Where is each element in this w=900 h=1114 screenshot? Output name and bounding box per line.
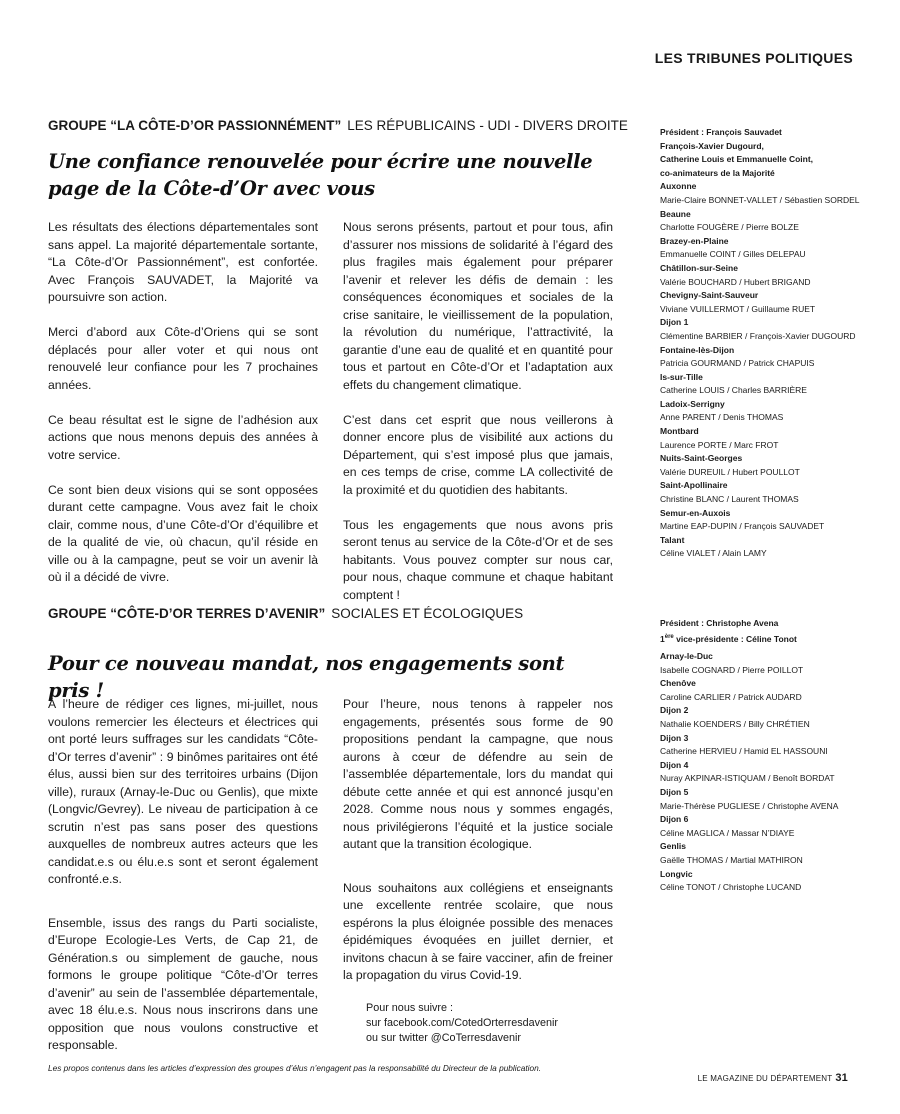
vp-ordinal: ère	[664, 633, 674, 640]
canton-members: Catherine LOUIS / Charles BARRIÈRE	[660, 385, 807, 396]
canton-name: Dijon 6	[660, 814, 689, 825]
group1-name: GROUPE “LA CÔTE-D’OR PASSIONNÉMENT”	[48, 118, 342, 133]
group1-coanimator: Catherine Louis et Emmanuelle Coint,	[660, 154, 814, 165]
paragraph: Ensemble, issus des rangs du Parti socialiste, d’Europe Ecologie-Les Verts, de Cap 21, de Génération.s ou simplement de gauche, nous formons le groupe politique “Côte-d’Or terres d’avenir” au sein de l’assemblée départementale, avec 18 élu.e.s. Nous nous inscrirons dans une opposition que nous voulons constructive et responsable.	[48, 915, 318, 1052]
canton-name: Is-sur-Tille	[660, 371, 703, 382]
canton-members: Patricia GOURMAND / Patrick CHAPUIS	[660, 358, 815, 369]
canton-name: Montbard	[660, 426, 699, 437]
group1-members-list	[660, 126, 860, 561]
canton-name: Dijon 1	[660, 317, 689, 328]
magazine-name: LE MAGAZINE DU DÉPARTEMENT	[697, 1074, 833, 1083]
group1-column-right	[343, 219, 613, 604]
canton-name: Dijon 4	[660, 759, 689, 770]
canton-name: Dijon 3	[660, 732, 689, 743]
canton-name: Brazey-en-Plaine	[660, 235, 729, 246]
canton-name: Auxonne	[660, 181, 697, 192]
group2-headline: Pour ce nouveau mandat, nos engagements sont pris !	[48, 652, 565, 702]
canton-members: Viviane VUILLERMOT / Guillaume RUET	[660, 303, 816, 314]
paragraph: À l’heure de rédiger ces lignes, mi-juillet, nous voulons remercier les électeurs et électrices qui ont porté leurs suffrages sur les candidats “Côte-d’Or terres d’avenir” : 9 binômes paritaires ont été élus, aussi bien sur des territoires urbains (Dijon ville), ruraux (Arnay-le-Duc ou Genlis), que mixte (Longvic/Gevrey). Le niveau de participation à ce scrutin n’est pas sans poser des questions auxquelles de nombreux autres acteurs que les candidat.e.s ou élu.e.s sont et seront également confronté.e.s.	[48, 697, 318, 886]
group2-column-right	[343, 696, 613, 985]
group1-president: Président : François Sauvadet	[660, 127, 782, 137]
group2-president: Président : Christophe Avena	[660, 618, 779, 628]
canton-members: Caroline CARLIER / Patrick AUDARD	[660, 691, 802, 702]
canton-name: Talant	[660, 534, 685, 545]
canton-members: Anne PARENT / Denis THOMAS	[660, 412, 784, 423]
canton-members: Emmanuelle COINT / Gilles DELEPAU	[660, 249, 806, 260]
canton-name: Arnay-le-Duc	[660, 651, 713, 662]
paragraph: Ce sont bien deux visions qui se sont opposées durant cette campagne. Vous avez fait le choix clair, comme nous, d’une Côte-d’Or d’équilibre et de la qualité de vie, où chacun, qu’il réside en ville ou à la campagne, peut se voir un avenir là où il a décidé de vivre.	[48, 482, 318, 584]
canton-name: Dijon 2	[660, 705, 689, 716]
paragraph: Nous souhaitons aux collégiens et enseignants une excellente rentrée scolaire, que nous espérons la plus éloignée possible des menaces épidémiques évoquées en juillet dernier, et invitons chacun à se faire vacciner, afin de freiner la propagation du virus Covid-19.	[343, 880, 613, 982]
group2-name: GROUPE “CÔTE-D’OR TERRES D’AVENIR”	[48, 606, 326, 621]
canton-members: Valérie BOUCHARD / Hubert BRIGAND	[660, 276, 811, 287]
canton-name: Saint-Apollinaire	[660, 480, 728, 491]
canton-members: Gaëlle THOMAS / Martial MATHIRON	[660, 854, 803, 865]
canton-members: Catherine HERVIEU / Hamid EL HASSOUNI	[660, 746, 828, 757]
canton-members: Clémentine BARBIER / François-Xavier DUGOURD	[660, 330, 856, 341]
canton-name: Semur-en-Auxois	[660, 507, 731, 518]
canton-members: Laurence PORTE / Marc FROT	[660, 439, 779, 450]
canton-name: Beaune	[660, 208, 691, 219]
follow-label: Pour nous suivre :	[366, 1002, 454, 1014]
group1-headline: Une confiance renouvelée pour écrire une nouvelle page de la Côte-d’Or avec vous	[48, 150, 593, 200]
paragraph: Tous les engagements que nous avons pris seront tenus au service de la Côte-d’Or et de ses habitants. Vous pouvez compter sur nous car, pour nous, chaque commune et chaque habitant comptent !	[343, 517, 613, 602]
canton-name: Chenôve	[660, 678, 696, 689]
group2-title	[48, 606, 523, 621]
canton-members: Christine BLANC / Laurent THOMAS	[660, 494, 799, 505]
canton-name: Dijon 5	[660, 786, 689, 797]
canton-members: Nuray AKPINAR-ISTIQUAM / Benoît BORDAT	[660, 773, 835, 784]
page-footer	[698, 1072, 848, 1084]
canton-name: Chevigny-Saint-Sauveur	[660, 290, 759, 301]
group2-members-list	[660, 617, 860, 895]
paragraph: Merci d’abord aux Côte-d’Oriens qui se sont déplacés pour aller voter et qui nous ont renouvelé leur confiance pour les 7 prochaines années.	[48, 325, 318, 392]
canton-members: Isabelle COGNARD / Pierre POILLOT	[660, 664, 804, 675]
facebook-link[interactable]: sur facebook.com/CotedOrterresdavenir	[366, 1017, 559, 1029]
group2-vice-president	[660, 631, 860, 646]
group1-title	[48, 118, 628, 133]
group2-column-left	[48, 696, 318, 1055]
vp-text: vice-présidente : Céline Tonot	[673, 633, 797, 644]
paragraph: C’est dans cet esprit que nous veillerons à donner encore plus de visibilité aux actions du Département, qui s’est imposé plus que jamais, en ces temps de crise, comme LA collectivité de la proximité et du quotidien des habitants.	[343, 412, 613, 497]
canton-name: Fontaine-lès-Dijon	[660, 344, 735, 355]
canton-name: Châtillon-sur-Seine	[660, 262, 738, 273]
canton-members: Valérie DUREUIL / Hubert POULLOT	[660, 466, 800, 477]
publication-disclaimer: Les propos contenus dans les articles d’expression des groupes d’élus n’engagent pas la responsabilité du Directeur de la publication.	[48, 1063, 542, 1073]
group1-coanimator: François-Xavier Dugourd,	[660, 140, 764, 151]
canton-name: Ladoix-Serrigny	[660, 398, 725, 409]
canton-name: Longvic	[660, 868, 693, 879]
paragraph: Nous serons présents, partout et pour tous, afin d’assurer nos missions de solidarité à l’égard des plus fragiles mais également pour préparer l’avenir et relever les défis de demain : les conséquences économiques et sociales de la crise sanitaire, le vieillissement de la population, la révolution du numérique, l’attractivité, la garantie d’une eau de qualité et en quantité pour tous et partout en Côte-d’Or et l’adaptation aux effets du changement climatique.	[343, 220, 613, 392]
canton-members: Marie-Thérèse PUGLIESE / Christophe AVENA	[660, 800, 839, 811]
canton-members: Charlotte FOUGÈRE / Pierre BOLZE	[660, 222, 799, 233]
canton-members: Céline MAGLICA / Massar N’DIAYE	[660, 827, 795, 838]
twitter-link[interactable]: ou sur twitter @CoTerresdavenir	[366, 1032, 521, 1044]
paragraph: Les résultats des élections départementales sont sans appel. La majorité départementale sortante, “La Côte-d’Or Passionnément”, est confortée. Avec François SAUVADET, la Majorité va poursuivre son action.	[48, 220, 318, 304]
section-title: LES TRIBUNES POLITIQUES	[654, 50, 853, 66]
vp-number: 1	[660, 633, 665, 644]
paragraph: Ce beau résultat est le signe de l’adhésion aux actions que nous menons depuis des années à votre service.	[48, 412, 318, 462]
group1-column-left	[48, 219, 318, 587]
page-number: 31	[835, 1072, 848, 1084]
canton-members: Céline VIALET / Alain LAMY	[660, 548, 767, 559]
canton-members: Céline TONOT / Christophe LUCAND	[660, 882, 802, 893]
paragraph: Pour l’heure, nous tenons à rappeler nos engagements, présentés sous forme de 90 propositions pendant la campagne, que nous aurons à cœur de défendre au sein de l’assemblée départementale, lors du mandat qui débute cette année et qui est annoncé jusqu’en 2028. Comme nous nous y sommes engagés, nous privilégierons l’équité et la justice sociale autant que la transition écologique.	[343, 697, 613, 851]
canton-members: Martine EAP-DUPIN / François SAUVADET	[660, 521, 825, 532]
canton-members: Nathalie KOENDERS / Billy CHRÉTIEN	[660, 718, 810, 729]
group2-affiliation: SOCIALES ET ÉCOLOGIQUES	[331, 606, 524, 621]
group1-coanimator: co-animateurs de la Majorité	[660, 167, 775, 178]
group1-affiliation: LES RÉPUBLICAINS - UDI - DIVERS DROITE	[347, 118, 628, 133]
canton-name: Genlis	[660, 841, 686, 852]
canton-members: Marie-Claire BONNET-VALLET / Sébastien SORDEL	[660, 194, 860, 205]
social-follow-block	[366, 1001, 558, 1046]
canton-name: Nuits-Saint-Georges	[660, 453, 743, 464]
